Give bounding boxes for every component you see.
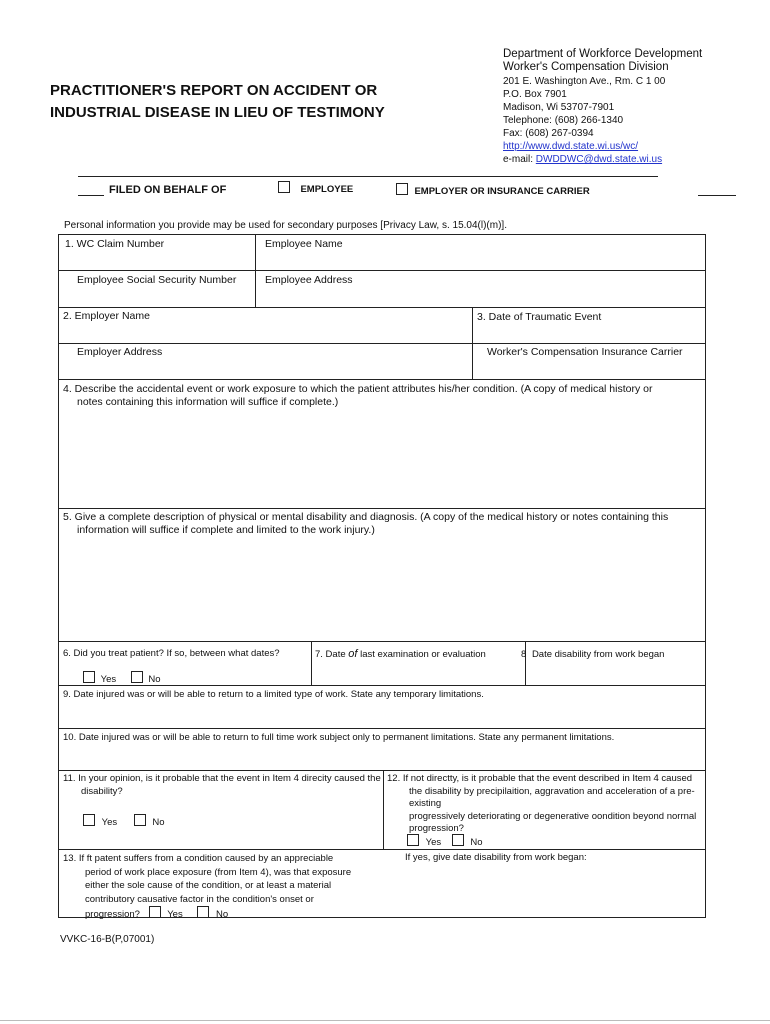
item13-line4: contributory causative factor in the condition's onset or (85, 893, 314, 905)
item11-no-checkbox[interactable] (134, 814, 146, 826)
item8-disability-date[interactable] (521, 649, 664, 662)
item7-last-exam-date[interactable] (315, 648, 486, 662)
item8-label: Date disability from work began (531, 649, 665, 660)
item5-disability-description[interactable] (63, 511, 668, 537)
item12-indirect-cause[interactable] (387, 773, 705, 836)
filed-on-behalf-label: FILED ON BEHALF OF (109, 184, 227, 196)
item4-line2: notes containing this information will suffice if complete.) (77, 396, 339, 408)
item13-line3: either the sole cause of the condition, or at least a material (85, 880, 332, 891)
item13-no-checkbox[interactable] (197, 906, 209, 918)
item13-no-label: No (215, 909, 229, 920)
item11-direct-cause[interactable] (63, 773, 381, 798)
form-title (50, 80, 385, 124)
item6-no-label: No (148, 674, 161, 685)
employer-address-field[interactable]: Employer Address (77, 346, 163, 358)
item8-number: 8 (521, 649, 527, 660)
employer-carrier-checkbox[interactable] (396, 183, 408, 195)
item11-no-label: No (152, 817, 165, 828)
employee-option-label: EMPLOYEE (300, 184, 354, 195)
item13-line5: progression? (85, 909, 140, 920)
agency-website-link[interactable]: http://www.dwd.state.wi.us/wc/ (503, 141, 639, 152)
agency-dept: Department of Workforce Development (503, 48, 703, 60)
agency-city: Madison, Wi 53707-7901 (503, 102, 615, 113)
item12-line2: the disability by precipilaition, aggravation and acceleration of a pre-existing (409, 785, 695, 809)
item11-line2: disability? (81, 785, 123, 797)
agency-email-link[interactable]: DWDDWC@dwd.state.wi.us (535, 154, 663, 165)
item5-line2: information will suffice if complete and limited to the work injury.) (77, 524, 375, 536)
item13-yes-label: Yes (167, 909, 183, 920)
item13-line2: period of work place exposure (from Item 4), was that exposure (85, 866, 352, 878)
item4-accident-description[interactable] (63, 383, 652, 409)
item13-yes-checkbox[interactable] (149, 906, 161, 918)
filed-on-behalf-row (78, 176, 658, 196)
item11-yes-checkbox[interactable] (83, 814, 95, 826)
item4-line1: 4. Describe the accidental event or work exposure to which the patient attributes his/her condition. (A copy of medical history or (63, 383, 653, 395)
report-form-grid (58, 234, 706, 918)
agency-pobox: P.O. Box 7901 (503, 89, 567, 100)
item6-yes-label: Yes (100, 674, 117, 685)
item12-yes-label: Yes (425, 837, 442, 848)
agency-email-label: e-mail: (503, 154, 534, 165)
item9-limited-return[interactable]: 9. Date injured was or will be able to return to a limited type of work. State any temporary limitations. (63, 689, 484, 700)
privacy-notice: Personal information you provide may be used for secondary purposes [Privacy Law, s. 15.04(l)(m)]. (64, 220, 507, 231)
form-title-line1: PRACTITIONER'S REPORT ON ACCIDENT OR (50, 82, 378, 99)
item12-line1: 12. If not directty, is it probable that the event described in Item 4 caused (387, 773, 693, 784)
employee-address-field[interactable]: Employee Address (265, 274, 353, 286)
item7-label-of: of (348, 648, 358, 660)
page-bottom-divider (0, 1020, 770, 1021)
agency-phone: Telephone: (608) 266-1340 (503, 115, 624, 126)
employer-name-field[interactable]: 2. Employer Name (63, 310, 150, 322)
item12-no-label: No (470, 837, 483, 848)
agency-street: 201 E. Washington Ave., Rm. C 1 00 (503, 76, 666, 87)
item12-line4: progression? (409, 823, 464, 834)
insurance-carrier-field[interactable]: Worker's Compensation Insurance Carrier (487, 346, 683, 358)
agency-address-block (503, 48, 702, 166)
item10-full-return[interactable]: 10. Date injured was or will be able to return to full time work subject only to permanent limitations. State any permanent limitations. (63, 732, 615, 743)
employer-carrier-option-label: EMPLOYER OR INSURANCE CARRIER (414, 186, 590, 197)
employee-name-field[interactable]: Employee Name (265, 238, 343, 250)
traumatic-event-date-field[interactable]: 3. Date of Traumatic Event (477, 311, 602, 323)
item12-no-checkbox[interactable] (452, 834, 464, 846)
item6-no-checkbox[interactable] (131, 671, 143, 683)
item11-yes-label: Yes (101, 817, 118, 828)
item6-treatment-dates[interactable]: 6. Did you treat patient? If so, between what dates? (63, 648, 280, 659)
wc-claim-number-field[interactable]: 1. WC Claim Number (65, 238, 165, 250)
item12-yes-checkbox[interactable] (407, 834, 419, 846)
item6-yes-checkbox[interactable] (83, 671, 95, 683)
employee-checkbox[interactable] (278, 181, 290, 193)
form-title-line2: INDUSTRIAL DISEASE IN LIEU OF TESTIMONY (50, 104, 385, 121)
item5-line1: 5. Give a complete description of physical or mental disability and diagnosis. (A copy of the medical history or notes containing this (63, 511, 669, 523)
item13-line1: 13. If ft patent suffers from a condition caused by an appreciable (63, 853, 334, 864)
item13-exposure-cause[interactable] (63, 852, 351, 922)
item7-label-a: 7. Date (315, 649, 349, 660)
item11-line1: 11. In your opinion, is it probable that the event in Item 4 direcity caused the (63, 773, 381, 784)
form-number: VVKC-16-B(P,07001) (60, 934, 155, 945)
item12-line3: progressively deteriorating or degenerative oondition beyond norrnal (409, 810, 697, 822)
employee-ssn-field[interactable]: Employee Social Security Number (77, 274, 237, 286)
item13-disability-date[interactable]: If yes, give date disability from work began: (405, 852, 587, 863)
agency-division: Worker's Compensation Division (503, 61, 669, 73)
item7-label-b: last examination or evaluation (357, 649, 486, 660)
agency-fax: Fax: (608) 267-0394 (503, 128, 594, 139)
